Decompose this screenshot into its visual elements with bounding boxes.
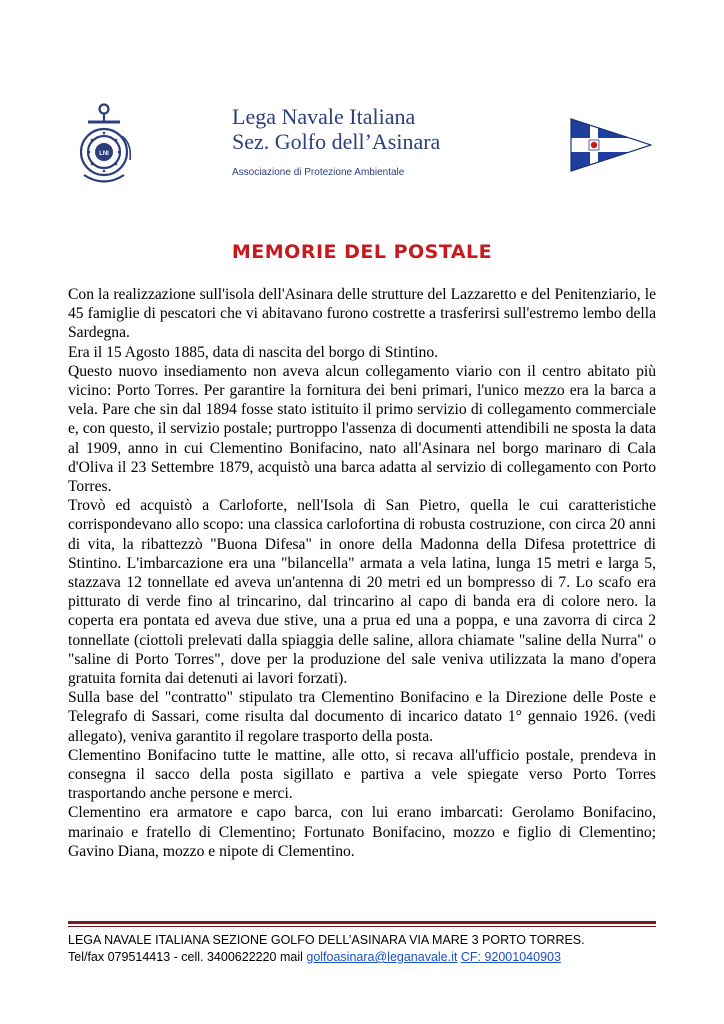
footer-rule-thin [68,926,656,927]
paragraph: Con la realizzazione sull'isola dell'Asinara delle strutture del Lazzaretto e del Penitenziario, le 45 famiglie di pescatori che vi abitavano furono costrette a trasferirsi sull'estremo lembo della Sardegna. [68,286,656,342]
footer-address: LEGA NAVALE ITALIANA SEZIONE GOLFO DELL’ASINARA VIA MARE 3 PORTO TORRES. [68,933,585,947]
paragraph: Era il 15 Agosto 1885, data di nascita del borgo di Stintino. [68,343,439,361]
org-section: Sez. Golfo dell’Asinara [232,129,441,154]
footer-cf-link[interactable]: CF: 92001040903 [460,950,561,964]
lni-anchor-emblem-icon [70,100,150,190]
paragraph: Questo nuovo insediamento non aveva alcun collegamento viario con il centro abitato più vicino: Porto Torres. Per garantire la fornitura dei beni primari, l'unico mezzo era la barca a vela. Pare che sin dal 1894 fosse stato istituito il primo servizio di collegamento commerciale e, con questo, il servizio postale; purtroppo l'assenza di documenti attendibili ne sposta la data al 1909, anno in cui Clementino Bonifacino, nato all'Asinara nel borgo marinaro di Cala d'Oliva il 23 Settembre 1879, acquistò una barca adatta al servizio di collegamento con Porto Torres. [68,362,656,496]
paragraph: Trovò ed acquistò a Carloforte, nell'Isola di San Pietro, quella le cui caratteristiche corrispondevano allo scopo: una classica carlofortina di robusta costruzione, con circa 20 anni di vita, la ribattezzò "Buona Difesa" in onore della Madonna della Difesa protettrice di Stintino. L'imbarcazione era una "bilancella" armata a vela latina, lunga 15 metri e larga 5, stazzava 12 tonnellate ed aveva un'antenna di 20 metri ed un bompresso di 7. Lo scafo era pitturato di verde fino al trincarino, dal trincarino al capo di banda era di colore nero. la coperta era pontata ed aveva due stive, una a prua ed una a poppa, e una zavorra di circa 2 tonnellate (ciottoli prelevati dalla spiaggia delle saline, allora chiamate "saline della Nurra" o "saline di Porto Torres", dove per la produzione del sale veniva utilizzata la mano d'opera gratuita fornita dai detenuti ai lavori forzati). [68,497,656,688]
paragraph: Sulla base del "contratto" stipulato tra Clementino Bonifacino e la Direzione delle Poste e Telegrafo di Sassari, come risulta dal documento di incarico datato 1° gennaio 1926. (vedi allegato), veniva garantito il regolare trasporto della posta. [68,689,656,745]
footer-email-link[interactable]: golfoasinara@leganavale.it [306,950,458,964]
document-body [68,285,656,861]
svg-text:LNI: LNI [99,151,109,157]
paragraph: Clementino Bonifacino tutte le mattine, alle otto, si recava all'ufficio postale, prendeva in consegna il sacco della posta sigillato e partiva a vele spiegate verso Porto Torres trasportando anche persone e merci. [68,746,656,803]
org-subtitle: Associazione di Protezione Ambientale [232,167,405,178]
footer-phone: Tel/fax 079514413 - cell. 3400622220 mail [68,950,307,964]
footer [68,932,656,966]
lni-burgee-flag-icon [570,118,652,172]
org-name: Lega Navale Italiana [232,104,416,129]
paragraph: Clementino era armatore e capo barca, con lui erano imbarcati: Gerolamo Bonifacino, marinaio e fratello di Clementino; Fortunato Bonifacino, mozzo e figlio di Clementino; Gavino Diana, mozzo e nipote di Clementino. [68,804,656,860]
footer-contacts [68,949,656,966]
document-title: MEMORIE DEL POSTALE [231,241,493,263]
organization-header [232,104,440,180]
footer-rule [68,921,656,924]
